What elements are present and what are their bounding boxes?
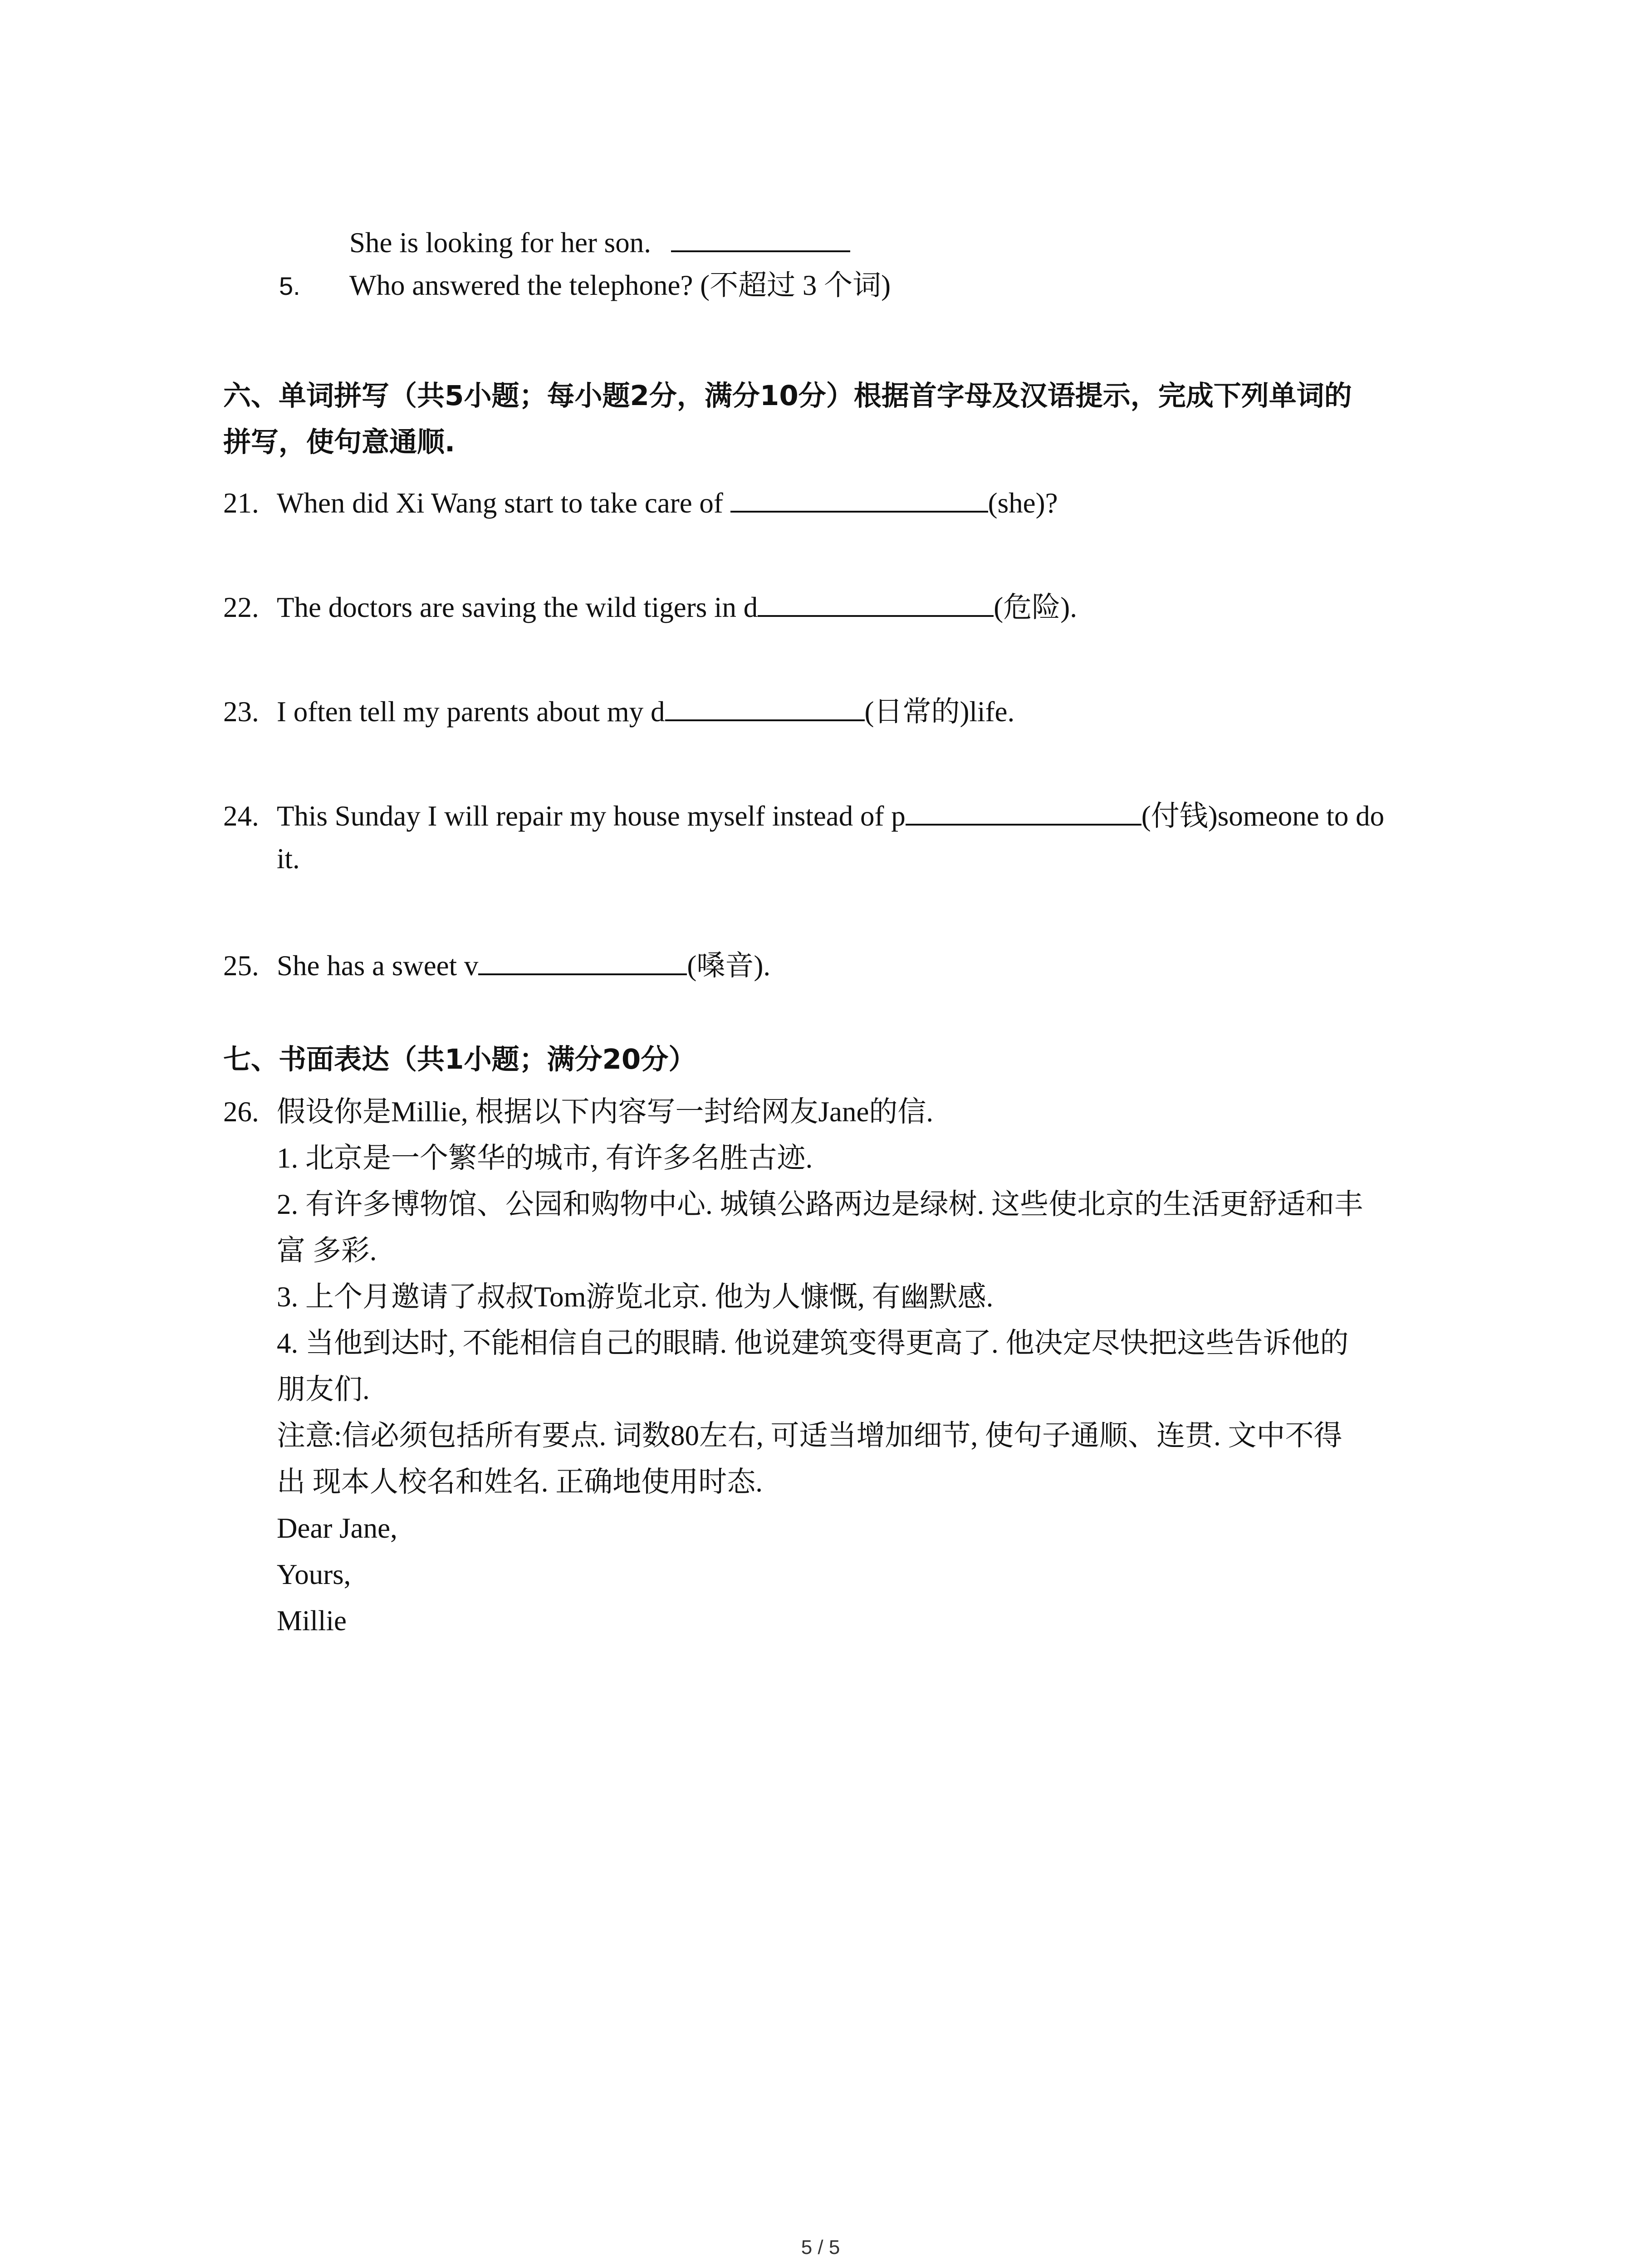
writing-point: 富 多彩. [277,1235,377,1266]
question-21 [223,485,1058,518]
section6-heading-line2: 拼写，使句意通顺. [223,426,456,458]
question-text: When did Xi Wang start to take care of [277,487,730,519]
question-text: She has a sweet v [277,950,479,982]
question-25 [223,948,770,980]
answer-blank-23[interactable] [665,694,865,721]
writing-point: 2. 有许多博物馆、公园和购物中心. 城镇公路两边是绿树. 这些使北京的生活更舒适和丰 [277,1188,1363,1220]
answer-blank-22[interactable] [758,590,994,617]
answer-blank-21[interactable] [730,485,988,513]
writing-prompt-intro: 假设你是Millie, 根据以下内容写一封给网友Jane的信. [277,1096,934,1128]
answer-blank-25[interactable] [478,948,687,975]
page-number: 5 / 5 [801,2236,840,2258]
item5-line [279,271,891,300]
question-22 [223,590,1077,622]
section6-heading-line1: 六、单词拼写（共5小题；每小题2分，满分10分）根据首字母及汉语提示，完成下列单词的 [223,380,1352,412]
item5-text: Who answered the telephone? (不超过 3 个词) [349,269,891,301]
question-number: 24. [223,800,259,832]
question-hint: (日常的)life. [864,696,1015,728]
question-number: 23. [223,696,259,728]
question-24-continuation: it. [277,843,300,875]
question-hint: (付钱)someone to do [1141,800,1385,832]
writing-point: 朋友们. [277,1374,370,1405]
question-text: The doctors are saving the wild tigers in d [277,591,758,623]
question-number: 22. [223,591,259,623]
item4-answer-blank[interactable] [671,225,850,252]
question-number: 26. [223,1096,259,1128]
item4-sentence: She is looking for her son. [349,227,651,259]
question-26 [223,1098,933,1126]
writing-point: 4. 当他到达时, 不能相信自己的眼睛. 他说建筑变得更高了. 他决定尽快把这些告诉他的 [277,1327,1349,1359]
question-hint: (嗓音). [687,950,771,982]
question-23 [223,694,1014,726]
question-24 [223,798,1384,831]
writing-point: 1. 北京是一个繁华的城市, 有许多名胜古迹. [277,1142,813,1174]
section7-heading: 七、书面表达（共1小题；满分20分） [223,1043,696,1075]
question-number: 25. [223,950,259,982]
writing-note: 注意:信必须包括所有要点. 词数80左右, 可适当增加细节, 使句子通顺、连贯. 文中不得 [277,1420,1342,1452]
question-text: This Sunday I will repair my house myself instead of p [277,800,906,832]
letter-signature: Millie [277,1605,347,1637]
writing-point: 3. 上个月邀请了叔叔Tom游览北京. 他为人慷慨, 有幽默感. [277,1281,994,1313]
question-hint: (she)? [988,487,1058,519]
question-text: I often tell my parents about my d [277,696,665,728]
item4-sentence-line [349,225,850,257]
question-number: 21. [223,487,259,519]
question-hint: (危险). [994,591,1077,623]
item5-number: 5. [279,272,300,300]
answer-blank-24[interactable] [906,798,1141,826]
letter-salutation: Dear Jane, [277,1512,397,1544]
writing-note: 出 现本人校名和姓名. 正确地使用时态. [277,1466,763,1498]
letter-closing: Yours, [277,1559,351,1590]
